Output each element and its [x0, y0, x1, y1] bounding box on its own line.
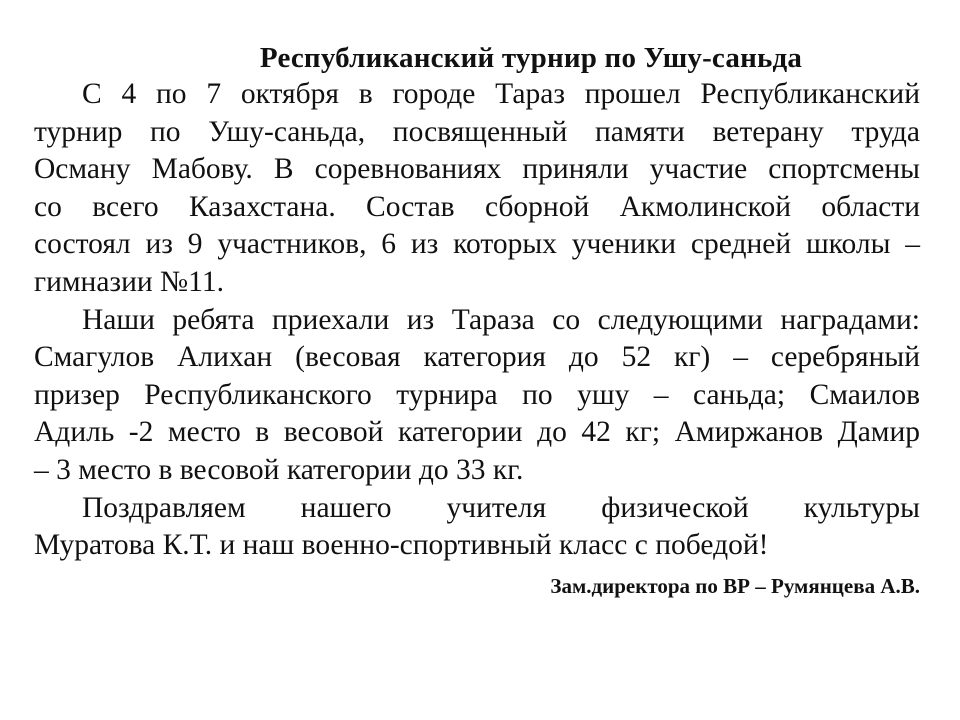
- paragraph-line: турнир по Ушу-саньда, посвященный памяти ветерану труда: [34, 115, 920, 148]
- paragraph-1: [34, 76, 920, 302]
- paragraph-line: Муратова К.Т. и наш военно-спортивный класс с победой!: [34, 529, 769, 562]
- paragraph-line: со всего Казахстана. Состав сборной Акмолинской области: [34, 190, 920, 223]
- document-page: [34, 40, 920, 601]
- paragraph-line: Адиль -2 место в весовой категории до 42 кг; Амиржанов Дамир: [34, 416, 920, 449]
- document-title: Республиканский турнир по Ушу-саньда: [259, 42, 803, 74]
- paragraph-line: состоял из 9 участников, 6 из которых ученики средней школы –: [34, 228, 920, 261]
- paragraph-line: призер Республиканского турнира по ушу – саньда; Смаилов: [34, 378, 920, 411]
- paragraph-line: Осману Мабову. В соревнованиях приняли участие спортсмены: [34, 153, 920, 186]
- paragraph-line: Поздравляем нашего учителя физической культуры: [82, 491, 920, 524]
- paragraph-line: С 4 по 7 октября в городе Тараз прошел Республиканский: [82, 78, 920, 110]
- paragraph-line: – 3 место в весовой категории до 33 кг.: [34, 453, 524, 486]
- paragraph-2: [34, 302, 920, 490]
- paragraph-line: Наши ребята приехали из Тараза со следующими наградами:: [82, 303, 920, 336]
- paragraph-line: гимназии №11.: [34, 265, 224, 298]
- paragraph-line: Смагулов Алихан (весовая категория до 52 кг) – серебряный: [34, 341, 920, 374]
- signature: Зам.директора по ВР – Румянцева А.В.: [550, 573, 920, 598]
- paragraph-3: [34, 490, 920, 565]
